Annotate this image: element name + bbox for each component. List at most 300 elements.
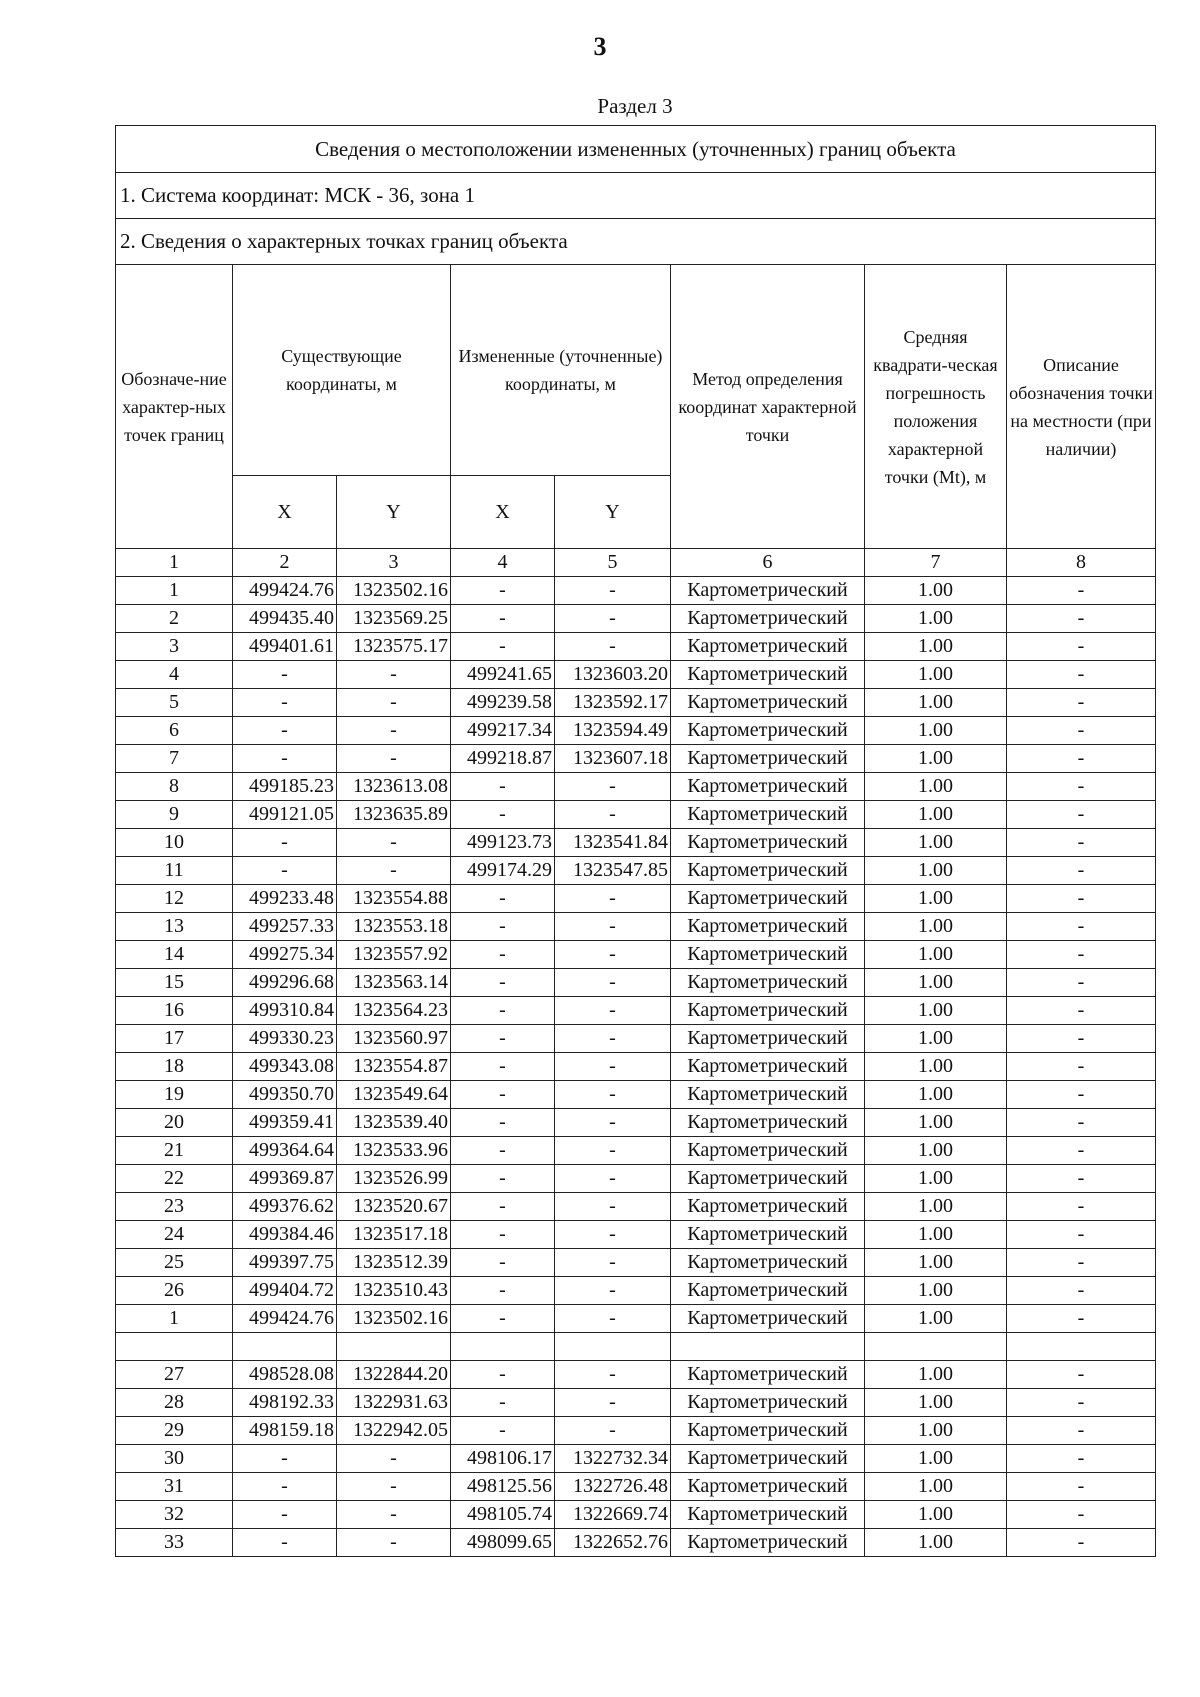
table-cell: 1.00 [865, 885, 1007, 913]
table-cell: - [1007, 1277, 1156, 1305]
table-cell: 499239.58 [451, 689, 555, 717]
table-cell: 1323564.23 [337, 997, 451, 1025]
table-cell: 499435.40 [233, 605, 337, 633]
table-cell: 1322726.48 [555, 1473, 671, 1501]
table-cell [1007, 1333, 1156, 1361]
table-cell: Картометрический [671, 1305, 865, 1333]
table-cell: - [555, 1361, 671, 1389]
table-cell: Картометрический [671, 1501, 865, 1529]
table-cell: 1323517.18 [337, 1221, 451, 1249]
table-cell: - [451, 1221, 555, 1249]
table-cell: Картометрический [671, 1109, 865, 1137]
table-cell: Картометрический [671, 857, 865, 885]
table-cell: - [555, 577, 671, 605]
table-row [116, 1445, 1156, 1473]
table-cell: - [555, 1305, 671, 1333]
table-cell: Картометрический [671, 1417, 865, 1445]
table-row [116, 689, 1156, 717]
column-number: 1 [116, 549, 233, 577]
table-row [116, 1053, 1156, 1081]
table-cell: 1.00 [865, 1193, 1007, 1221]
table-cell: 1323554.88 [337, 885, 451, 913]
table-cell: - [451, 633, 555, 661]
table-cell: Картометрический [671, 969, 865, 997]
table-cell: 1322942.05 [337, 1417, 451, 1445]
table-cell: Картометрический [671, 717, 865, 745]
column-number: 6 [671, 549, 865, 577]
table-cell: - [555, 1053, 671, 1081]
table-cell: 1.00 [865, 661, 1007, 689]
table-cell: 2 [116, 605, 233, 633]
table-row [116, 773, 1156, 801]
table-cell: - [451, 1305, 555, 1333]
table-cell: - [337, 661, 451, 689]
table-cell: 1.00 [865, 717, 1007, 745]
table-row [116, 885, 1156, 913]
table-row [116, 1221, 1156, 1249]
table-row [116, 717, 1156, 745]
table-cell: 499257.33 [233, 913, 337, 941]
table-cell: 499397.75 [233, 1249, 337, 1277]
table-cell: 1.00 [865, 913, 1007, 941]
table-cell: 1323502.16 [337, 1305, 451, 1333]
table-cell: - [555, 1221, 671, 1249]
table-cell: 1 [116, 1305, 233, 1333]
table-cell: - [337, 1445, 451, 1473]
table-cell: - [451, 773, 555, 801]
table-cell: Картометрический [671, 577, 865, 605]
table-cell: 1.00 [865, 1389, 1007, 1417]
coordinate-system: 1. Система координат: МСК - 36, зона 1 [116, 173, 1156, 219]
table-cell: 1.00 [865, 1445, 1007, 1473]
header-existing-coordinates: Существующие координаты, м [233, 265, 451, 476]
table-cell: - [555, 1193, 671, 1221]
table-cell: - [555, 1109, 671, 1137]
table-cell: 1.00 [865, 577, 1007, 605]
table-cell: - [1007, 885, 1156, 913]
table-cell: 1.00 [865, 605, 1007, 633]
table-cell: - [1007, 1193, 1156, 1221]
table-cell: 17 [116, 1025, 233, 1053]
table-cell: 10 [116, 829, 233, 857]
table-cell: - [555, 1165, 671, 1193]
table-cell: Картометрический [671, 1221, 865, 1249]
table-row [116, 1249, 1156, 1277]
table-cell: - [1007, 1249, 1156, 1277]
table-cell: - [1007, 1305, 1156, 1333]
table-cell: - [451, 969, 555, 997]
table-row [116, 857, 1156, 885]
table-cell: 1323526.99 [337, 1165, 451, 1193]
table-cell: 499424.76 [233, 1305, 337, 1333]
header-changed-y: Y [555, 476, 671, 549]
table-cell: 499233.48 [233, 885, 337, 913]
table-cell: 1322844.20 [337, 1361, 451, 1389]
table-cell: - [555, 773, 671, 801]
table-cell: 499241.65 [451, 661, 555, 689]
table-cell: 1.00 [865, 829, 1007, 857]
table-row [116, 1109, 1156, 1137]
column-number: 4 [451, 549, 555, 577]
table-cell: 499369.87 [233, 1165, 337, 1193]
table-cell: 1 [116, 577, 233, 605]
table-cell: 499343.08 [233, 1053, 337, 1081]
table-cell: - [451, 885, 555, 913]
page-number: 3 [593, 32, 607, 61]
table-cell: 499275.34 [233, 941, 337, 969]
table-row [116, 1305, 1156, 1333]
table-row [116, 1193, 1156, 1221]
table-cell: - [233, 661, 337, 689]
table-cell: Картометрический [671, 1165, 865, 1193]
table-cell: 1323594.49 [555, 717, 671, 745]
table-cell: 499364.64 [233, 1137, 337, 1165]
table-cell: Картометрический [671, 1389, 865, 1417]
header-description: Описание обозначения точки на местности (при наличии) [1007, 265, 1156, 549]
table-cell: Картометрический [671, 1473, 865, 1501]
table-cell: - [1007, 745, 1156, 773]
table-cell: - [1007, 801, 1156, 829]
table-cell [865, 1333, 1007, 1361]
table-cell: Картометрический [671, 1361, 865, 1389]
table-cell: 499123.73 [451, 829, 555, 857]
table-cell: - [233, 857, 337, 885]
table-cell: - [451, 577, 555, 605]
table-cell: 1322652.76 [555, 1529, 671, 1557]
table-cell: - [1007, 829, 1156, 857]
table-cell: - [451, 1417, 555, 1445]
table-cell: 1.00 [865, 773, 1007, 801]
table-cell: 1323533.96 [337, 1137, 451, 1165]
table-cell: 1322669.74 [555, 1501, 671, 1529]
table-cell: 1323560.97 [337, 1025, 451, 1053]
table-row [116, 605, 1156, 633]
table-cell: 1.00 [865, 1249, 1007, 1277]
table-cell: - [233, 829, 337, 857]
table-cell: 1.00 [865, 1025, 1007, 1053]
table-cell: 1323549.64 [337, 1081, 451, 1109]
table-cell: 11 [116, 857, 233, 885]
table-cell: 499350.70 [233, 1081, 337, 1109]
table-cell: - [1007, 1221, 1156, 1249]
table-cell: - [1007, 1053, 1156, 1081]
table-row [116, 1165, 1156, 1193]
section-label: Раздел 3 [597, 94, 673, 118]
table-cell: 499359.41 [233, 1109, 337, 1137]
table-cell: - [451, 913, 555, 941]
table-cell: 21 [116, 1137, 233, 1165]
table-cell: 499218.87 [451, 745, 555, 773]
table-cell: - [1007, 969, 1156, 997]
table-cell: 1.00 [865, 801, 1007, 829]
table-row [116, 829, 1156, 857]
table-cell: 1323575.17 [337, 633, 451, 661]
table-cell: 1322732.34 [555, 1445, 671, 1473]
table-cell: 499174.29 [451, 857, 555, 885]
table-cell: 1.00 [865, 1053, 1007, 1081]
table-cell: - [451, 1137, 555, 1165]
table-cell: - [337, 745, 451, 773]
table-cell: 499376.62 [233, 1193, 337, 1221]
table-cell: - [1007, 689, 1156, 717]
table-cell: 1323539.40 [337, 1109, 451, 1137]
table-cell: - [1007, 1501, 1156, 1529]
table-row [116, 1361, 1156, 1389]
table-cell: - [1007, 913, 1156, 941]
table-cell: - [233, 1501, 337, 1529]
table-cell: - [451, 1193, 555, 1221]
table-title: Сведения о местоположении измененных (уточненных) границ объекта [116, 126, 1156, 173]
table-cell: - [1007, 1445, 1156, 1473]
table-cell: 498125.56 [451, 1473, 555, 1501]
table-cell: 499401.61 [233, 633, 337, 661]
table-cell: Картометрический [671, 1025, 865, 1053]
table-cell: - [233, 689, 337, 717]
table-cell: 499404.72 [233, 1277, 337, 1305]
table-cell: 15 [116, 969, 233, 997]
table-cell: - [451, 1081, 555, 1109]
table-cell: - [337, 1501, 451, 1529]
table-cell: 14 [116, 941, 233, 969]
column-number: 5 [555, 549, 671, 577]
table-cell: Картометрический [671, 633, 865, 661]
table-row [116, 1473, 1156, 1501]
table-cell: - [451, 1109, 555, 1137]
table-row [116, 577, 1156, 605]
table-cell: 1322931.63 [337, 1389, 451, 1417]
table-cell: 1.00 [865, 1277, 1007, 1305]
table-cell: - [555, 1081, 671, 1109]
table-cell: - [1007, 941, 1156, 969]
points-heading: 2. Сведения о характерных точках границ объекта [116, 219, 1156, 265]
table-row [116, 941, 1156, 969]
table-cell: 1323557.92 [337, 941, 451, 969]
table-cell: 33 [116, 1529, 233, 1557]
table-cell: - [451, 1249, 555, 1277]
table-cell: 1.00 [865, 997, 1007, 1025]
table-cell: - [233, 1445, 337, 1473]
table-row [116, 1529, 1156, 1557]
column-number: 2 [233, 549, 337, 577]
table-cell: Картометрический [671, 1137, 865, 1165]
table-cell [671, 1333, 865, 1361]
table-cell: 27 [116, 1361, 233, 1389]
table-cell: - [1007, 633, 1156, 661]
table-cell: 1323603.20 [555, 661, 671, 689]
table-cell: 4 [116, 661, 233, 689]
table-cell: 28 [116, 1389, 233, 1417]
table-cell: Картометрический [671, 1277, 865, 1305]
table-cell: 1.00 [865, 689, 1007, 717]
table-row [116, 1389, 1156, 1417]
table-row [116, 1137, 1156, 1165]
header-existing-x: X [233, 476, 337, 549]
table-cell: 1.00 [865, 1221, 1007, 1249]
table-cell: - [555, 969, 671, 997]
table-cell: - [451, 1277, 555, 1305]
table-cell: 1323510.43 [337, 1277, 451, 1305]
table-cell: 499330.23 [233, 1025, 337, 1053]
column-number: 7 [865, 549, 1007, 577]
table-cell: Картометрический [671, 689, 865, 717]
table-cell: - [451, 941, 555, 969]
table-cell: 7 [116, 745, 233, 773]
table-cell: 31 [116, 1473, 233, 1501]
table-row [116, 1025, 1156, 1053]
table-cell: - [451, 997, 555, 1025]
table-cell: 9 [116, 801, 233, 829]
table-row [116, 745, 1156, 773]
table-cell: - [555, 605, 671, 633]
table-row [116, 1081, 1156, 1109]
table-cell [337, 1333, 451, 1361]
table-cell: 24 [116, 1221, 233, 1249]
table-cell: - [337, 1529, 451, 1557]
table-cell [555, 1333, 671, 1361]
table-cell: 1323512.39 [337, 1249, 451, 1277]
table-cell: 26 [116, 1277, 233, 1305]
table-cell: 6 [116, 717, 233, 745]
table-cell: 1.00 [865, 633, 1007, 661]
table-cell: 498106.17 [451, 1445, 555, 1473]
table-cell: 22 [116, 1165, 233, 1193]
table-cell: 25 [116, 1249, 233, 1277]
table-row [116, 997, 1156, 1025]
table-row [116, 633, 1156, 661]
table-cell: - [1007, 1165, 1156, 1193]
table-cell: - [555, 801, 671, 829]
table-cell: - [555, 885, 671, 913]
column-number: 3 [337, 549, 451, 577]
table-cell: - [1007, 997, 1156, 1025]
table-cell: - [1007, 773, 1156, 801]
table-cell: 1.00 [865, 1137, 1007, 1165]
table-row [116, 1333, 1156, 1361]
table-cell: 1323569.25 [337, 605, 451, 633]
table-cell: 30 [116, 1445, 233, 1473]
table-cell: - [233, 745, 337, 773]
table-cell: 8 [116, 773, 233, 801]
table-cell: Картометрический [671, 885, 865, 913]
table-cell: 1.00 [865, 1501, 1007, 1529]
table-cell: 1323592.17 [555, 689, 671, 717]
table-cell: 16 [116, 997, 233, 1025]
table-cell: 1.00 [865, 969, 1007, 997]
table-cell: 1.00 [865, 1109, 1007, 1137]
column-number-row [116, 549, 1156, 577]
table-cell: - [555, 1417, 671, 1445]
table-cell: 1.00 [865, 745, 1007, 773]
header-designation: Обозначе-ние характер-ных точек границ [116, 265, 233, 549]
table-cell: - [451, 1053, 555, 1081]
table-row [116, 1501, 1156, 1529]
table-cell: 498192.33 [233, 1389, 337, 1417]
table-cell: - [555, 1277, 671, 1305]
table-cell [116, 1333, 233, 1361]
table-cell: 498528.08 [233, 1361, 337, 1389]
table-cell: - [555, 913, 671, 941]
table-row [116, 1277, 1156, 1305]
table-row [116, 913, 1156, 941]
header-existing-y: Y [337, 476, 451, 549]
table-cell: 1323541.84 [555, 829, 671, 857]
table-cell: - [1007, 1361, 1156, 1389]
table-cell: - [1007, 1529, 1156, 1557]
table-cell: Картометрический [671, 997, 865, 1025]
table-cell: - [337, 1473, 451, 1501]
table-cell: Картометрический [671, 801, 865, 829]
table-row [116, 1417, 1156, 1445]
table-cell: Картометрический [671, 1529, 865, 1557]
boundary-points-table [115, 125, 1156, 1557]
table-cell: Картометрический [671, 661, 865, 689]
table-row [116, 969, 1156, 997]
table-cell: Картометрический [671, 1445, 865, 1473]
table-cell: 1.00 [865, 1305, 1007, 1333]
table-cell: - [1007, 661, 1156, 689]
table-cell: 3 [116, 633, 233, 661]
table-cell: - [337, 829, 451, 857]
header-method: Метод определения координат характерной точки [671, 265, 865, 549]
column-number: 8 [1007, 549, 1156, 577]
table-cell: - [555, 1389, 671, 1417]
table-cell: Картометрический [671, 941, 865, 969]
table-cell: 23 [116, 1193, 233, 1221]
table-cell: - [451, 1165, 555, 1193]
table-cell: - [1007, 857, 1156, 885]
table-cell: - [337, 717, 451, 745]
table-cell: Картометрический [671, 773, 865, 801]
table-cell: 499185.23 [233, 773, 337, 801]
table-cell: - [451, 1361, 555, 1389]
table-cell: - [1007, 1137, 1156, 1165]
table-cell: 498105.74 [451, 1501, 555, 1529]
header-changed-x: X [451, 476, 555, 549]
table-cell: - [555, 1249, 671, 1277]
table-cell: 498099.65 [451, 1529, 555, 1557]
table-cell: Картометрический [671, 1193, 865, 1221]
table-cell: - [233, 717, 337, 745]
table-cell: - [1007, 605, 1156, 633]
table-row [116, 661, 1156, 689]
table-cell: - [337, 857, 451, 885]
table-cell: - [555, 1137, 671, 1165]
table-cell: 1.00 [865, 1081, 1007, 1109]
table-cell: 1323613.08 [337, 773, 451, 801]
table-cell: 1323635.89 [337, 801, 451, 829]
table-cell: - [1007, 1025, 1156, 1053]
table-cell: 1.00 [865, 857, 1007, 885]
header-error: Средняя квадрати-ческая погрешность положения характерной точки (Mt), м [865, 265, 1007, 549]
table-cell [451, 1333, 555, 1361]
table-cell: - [233, 1529, 337, 1557]
table-cell: - [1007, 1109, 1156, 1137]
table-cell: Картометрический [671, 913, 865, 941]
table-cell: - [1007, 1473, 1156, 1501]
table-cell: - [451, 605, 555, 633]
table-cell: 32 [116, 1501, 233, 1529]
header-changed-coordinates: Измененные (уточненные) координаты, м [451, 265, 671, 476]
table-cell: 499384.46 [233, 1221, 337, 1249]
table-cell: - [1007, 1081, 1156, 1109]
table-cell: - [555, 997, 671, 1025]
table-cell: 1.00 [865, 1165, 1007, 1193]
table-row [116, 801, 1156, 829]
table-cell: - [555, 1025, 671, 1053]
table-cell: 498159.18 [233, 1417, 337, 1445]
table-cell: - [555, 941, 671, 969]
table-cell: - [451, 1389, 555, 1417]
